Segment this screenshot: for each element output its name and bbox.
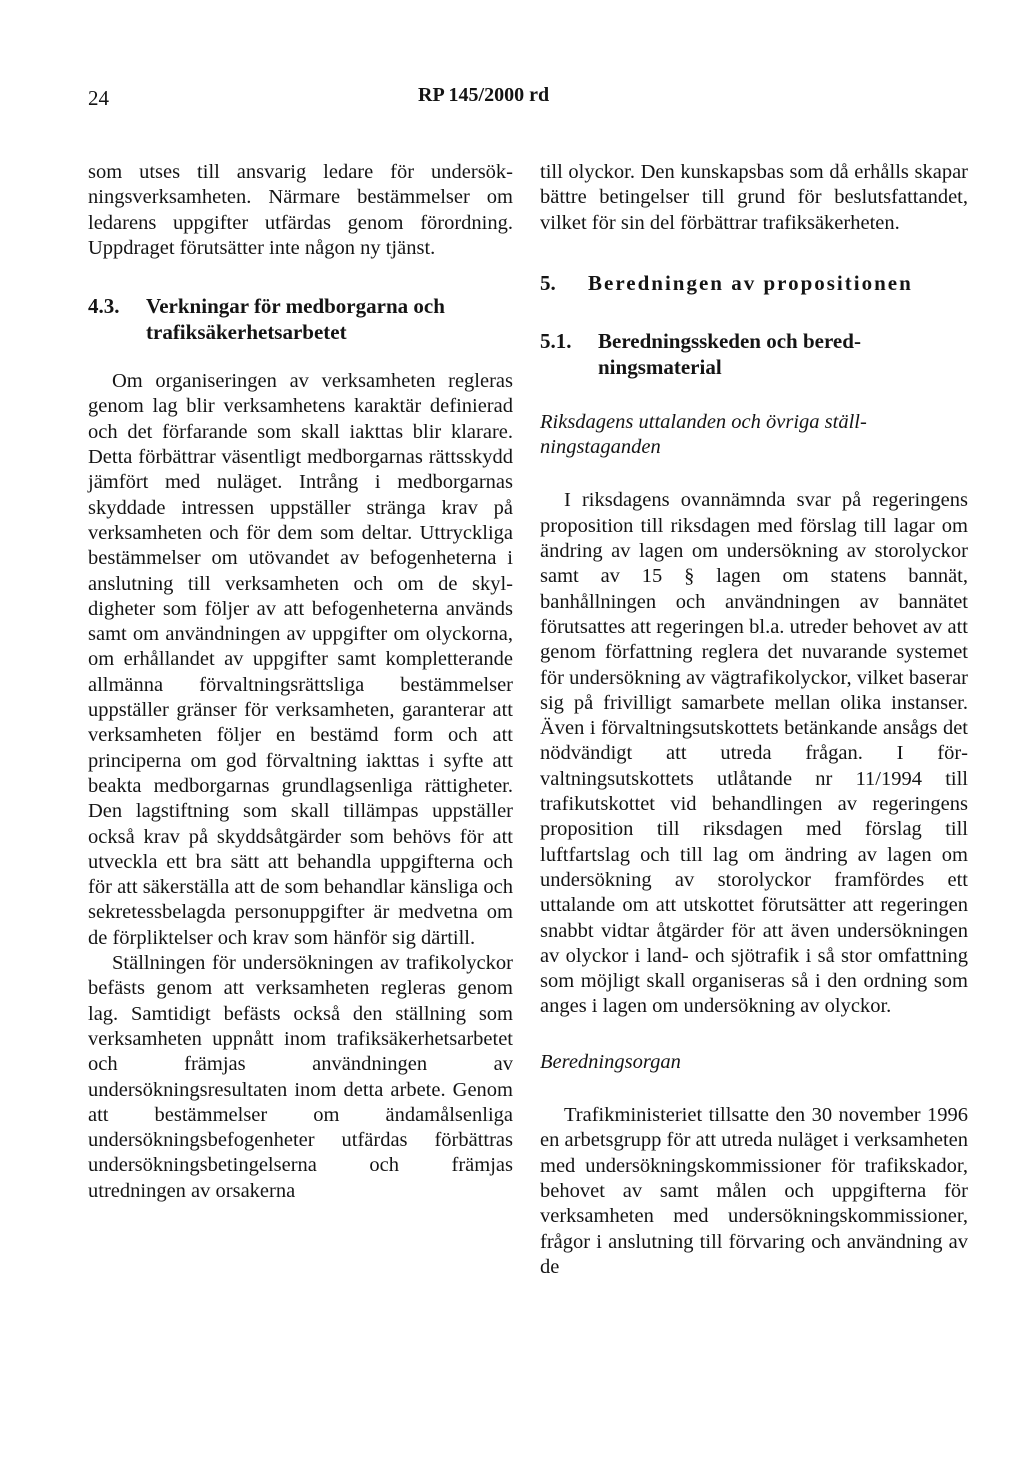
- section-heading-5-1: [540, 328, 968, 380]
- right-column: [540, 160, 968, 1280]
- running-title: RP 145/2000 rd: [418, 84, 550, 106]
- chapter-number: 5.: [540, 270, 556, 295]
- chapter-heading-5: [540, 270, 968, 296]
- paragraph: Trafikministeriet tillsatte den 30 november 1996 en arbetsgrupp för att utreda nuläget i verksamheten med undersökningskommissioner för trafikskador, behovet av samt målen och uppgifterna för verksamheten med undersökningskommissioner, frågor i anslutning till förvaring och användning av de: [540, 1104, 968, 1278]
- paragraph: Om organiseringen av verksamheten regleras genom lag blir verksamhetens karaktär definierad och det förfarande som skall iakttas blir klarare. Detta förbättrar väsentligt medborgarnas rättsskydd jämfört med nuläget. Intrång i medborgarnas skyddade intressen uppställer stränga krav på verksamheten och för dem som deltar. Uttryckliga bestämmelser om utövandet av befogenheterna i anslutning till verksamheten och om de skyldigheter som följer av att befogenheterna används samt om användningen av uppgifter om olyckorna, om erhållandet av uppgifter samt kompletterande allmänna förvaltningsrättsliga bestämmelser uppställer gränser för verksamheten, garanterar att verksamheten följer en bestämd form och att principerna om god förvaltning iakttas i syfte att beakta medborgarnas grundlagsenliga rättigheter. Den lagstiftning som skall tillämpas uppställer också krav på skyddsåtgärder som behövs för att utveckla ett bra sätt att behandla uppgifterna och för att säkerställa att de som behandlar känsliga och sekretessbelagda personuppgifter är medvetna om de förpliktelser och krav som hänför sig därtill.: [88, 370, 513, 949]
- section-title: Beredningsskeden och beredningsmaterial: [598, 328, 861, 379]
- section-number: 4.3.: [88, 294, 120, 319]
- chapter-title: Beredningen av propositionen: [588, 270, 913, 295]
- subheading: Beredningsorgan: [540, 1050, 681, 1073]
- section-number: 5.1.: [540, 328, 572, 353]
- page-number: 24: [88, 86, 109, 110]
- paragraph: I riksdagens ovannämnda svar på regeringens proposition till riksdagen med förslag till lagar om ändring av lagen om undersökning av storolyckor samt av 15 § lagen om statens bannät, banhållningen och användningen av bannätet förutsattes att regeringen bl.a. utreder behovet av att genom författning reglera det nuvarande systemet för undersökning av vägtrafikolyckor, vilket baserar sig på frivilligt samarbete mellan olika instanser. Även i förvaltningsutskottets betänkande ansågs det nödvändigt att utreda frågan. I förvaltningsutskottets utlåtande nr 11/1994 till trafikutskottet vid behandlingen av regeringens proposition till riksdagen med förslag till luftfartslag och till lag om ändring av lagen om undersökning av storolyckor framfördes ett uttalande om att utskottet förutsätter att regeringen snabbt vidtar åtgärder för att även undersökningen av olyckor i land- och sjötrafik i så stor omfattning som möjligt skall organiseras så i den ordning som anges i lagen om undersökning av olyckor.: [540, 489, 968, 1018]
- paragraph: Ställningen för undersökningen av trafikolyckor befästs genom att verksamheten regleras genom lag. Samtidigt befästs också den ställning som verksamheten uppnått inom trafiksäkerhetsarbetet och främjas användningen av undersökningsresultaten inom detta arbete. Genom att bestämmelser om ändamålsenliga undersökningsbefogenheter utfärdas förbättras undersökningsbetingelserna och främjas utredningen av orsakerna: [88, 952, 513, 1202]
- section-heading-4-3: [88, 293, 513, 345]
- subheading: Riksdagens uttalanden och övriga ställningstaganden: [540, 410, 867, 459]
- paragraph-intro: som utses till ansvarig ledare för undersökningsverksamheten. Närmare bestämmelser om ledarens uppgifter utfärdas genom förordning. Uppdraget förutsätter inte någon ny tjänst.: [88, 161, 513, 259]
- section-title: Verkningar för medborgarna och trafiksäkerhetsarbetet: [146, 294, 445, 345]
- paragraph-continued: till olyckor. Den kunskapsbas som då erhålls skapar bättre betingelser till grund för beslutsfattandet, vilket för sin del förbättrar trafiksäkerheten.: [540, 161, 968, 234]
- left-column: [88, 160, 513, 1204]
